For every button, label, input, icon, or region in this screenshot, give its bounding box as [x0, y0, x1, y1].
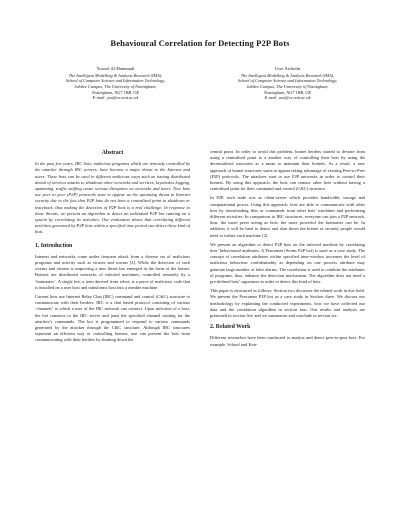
body-paragraph: This paper is structured as follows: Section two discusses the related work in this field. We present the Peacomm P2P bot as a case study in Section three. We discuss our methodology by explaining the conducted experiments, how we have collected our data and the correlation algorithm in section four. Our results and analysis are presented in section five and we summarise and conclude in section six. — [210, 288, 365, 319]
abstract-text: In the past few years, IRC bots, malicious programs which are remotely controlled by the attacker through IRC servers, have become a major threat to the Internet and users. These bots can be used in different malicious ways such as issuing distributed denial of services attacks to shutdown other networks and services, keystrokes logging, spamming, traffic sniffing cause serious disruption on networks and users. New bots use peer to peer (P2P) protocols start to appear as the upcoming threat to Internet security due to the fact that P2P bots do not have a centralized point to shutdown or traceback, thus making the detection of P2P bots is a real challenge. In response to these threats, we present an algorithm to detect an individual P2P bot running on a system by correlating its activities. Our evaluation shows that correlating different activities generated by P2P bots within a specified time period can detect these kind of bots. — [35, 161, 190, 235]
affiliation-line: Jubilee Campus, The University of Nottingham, — [246, 83, 329, 89]
body-paragraph: Internet and networks come under frequent attack from a diverse set of malicious programs and activity such as viruses and worms [3]. While the detection of such worms and viruses is improving a new threat has emerged in the form of the botnet. Botnets are distributed networks of infected machines, controlled remotely by a ‘botmaster’. A single bot, a term derived from robot, is a piece of malicious code that is installed on a user host and transforms host into a zombie machine. — [35, 253, 190, 290]
author-email: E-mail: uxa@cs.nott.ac.uk — [264, 95, 311, 101]
section-heading-introduction: 1. Introduction — [35, 242, 73, 249]
paper-title: Behavioural Correlation for Detecting P2P Bots — [110, 38, 290, 48]
affiliation-line: Nottingham, NG7 1BB, UK — [91, 89, 140, 95]
body-paragraph: Different researches have been conducted to analyse and detect peer-to-peer bots. For example, Schoof and Ken- — [210, 335, 365, 347]
body-paragraph: We present an algorithm to detect P2P bots on the infected machine by correlating bots’ behavioural attributes. A Peacomm (Storm P2P bot) is used as a case study. The concept of correlation attributes within specified time-window increases the level of malicious behaviour confidentiality as depending on one process attribute may generate large number of false alarms. The correlation is used to combine the attributes of programs, thus, enhance the detection mechanism. The algorithm does not need a pre-defined bots’ signatures in order to detect this kind of bots. — [210, 241, 365, 285]
author-1 — [28, 66, 203, 101]
author-name: Uwe Aickelin — [274, 66, 301, 71]
left-column — [35, 150, 190, 347]
affiliation-line: School of Computer Science and Information Technology, — [65, 78, 166, 84]
right-column — [210, 149, 365, 351]
body-paragraph: In P2P, each node acts as client-server which provides bandwidth, storage and computational power. Using this approach, bots are able to communicate with other bots by downloading files or commands from other bots’ machines and performing different activities. In comparison to IRC structures, everyone can join a P2P network, thus, the more peers acting as bots, the more powerful the botmaster can be. In addition, it will be hard to detect and shut down the botnet as security people would need to isolate each machine [2]. — [210, 195, 365, 238]
affiliation-line: The Intelligent Modelling & Analysis Research (IMA), — [240, 72, 335, 78]
author-2 — [200, 66, 375, 101]
affiliation-line: School of Computer Science and Information Technology, — [237, 78, 338, 84]
author-email: E-mail: yxa@cs.nott.ac.uk — [92, 95, 139, 101]
affiliation-line: Jubilee Campus, The University of Nottingham, — [74, 83, 157, 89]
body-paragraph: Current bots use Internet Relay Chat (IRC) command and control (C&C) structure to communicate with their herders. IRC is a chat based protocol consisting of various ‘channels’ to which a user of the IRC network can connect. Upon infection of a host, the bot connects to the IRC server and joins the specified channel waiting for the attacker’s commands. The bot is programmed to respond to various commands generated by the attacker through the C&C structure. Although IRC structures represent an efficient way of controlling botnets, one can prevent the bots from communicating with their herders by shutting down the — [35, 294, 190, 343]
affiliation-line: The Intelligent Modelling & Analysis Research (IMA), — [68, 72, 163, 78]
body-paragraph: central point. In order to avoid this problem, botnet herders started to deviate from using a centralised point to a another way of controlling their bots by using the decentralised structures as a mean to maintain their botnets. As a result, a new approach of botnet structures starts to appear taking advantage of existing Peer-to-Peer (P2P) protocols. The attackers start to use P2P networks in order to control their botnets. By using this approach, the bots can contact other bots without having a centralised point for their command and control (C&C) structure. — [210, 149, 365, 192]
abstract-heading: Abstract — [101, 150, 124, 156]
section-heading-related-work: 2. Related Work — [210, 324, 251, 331]
author-name: Yousof Al-Hammadi — [96, 66, 135, 71]
affiliation-line: Nottingham, NG7 1BB, UK — [263, 89, 312, 95]
